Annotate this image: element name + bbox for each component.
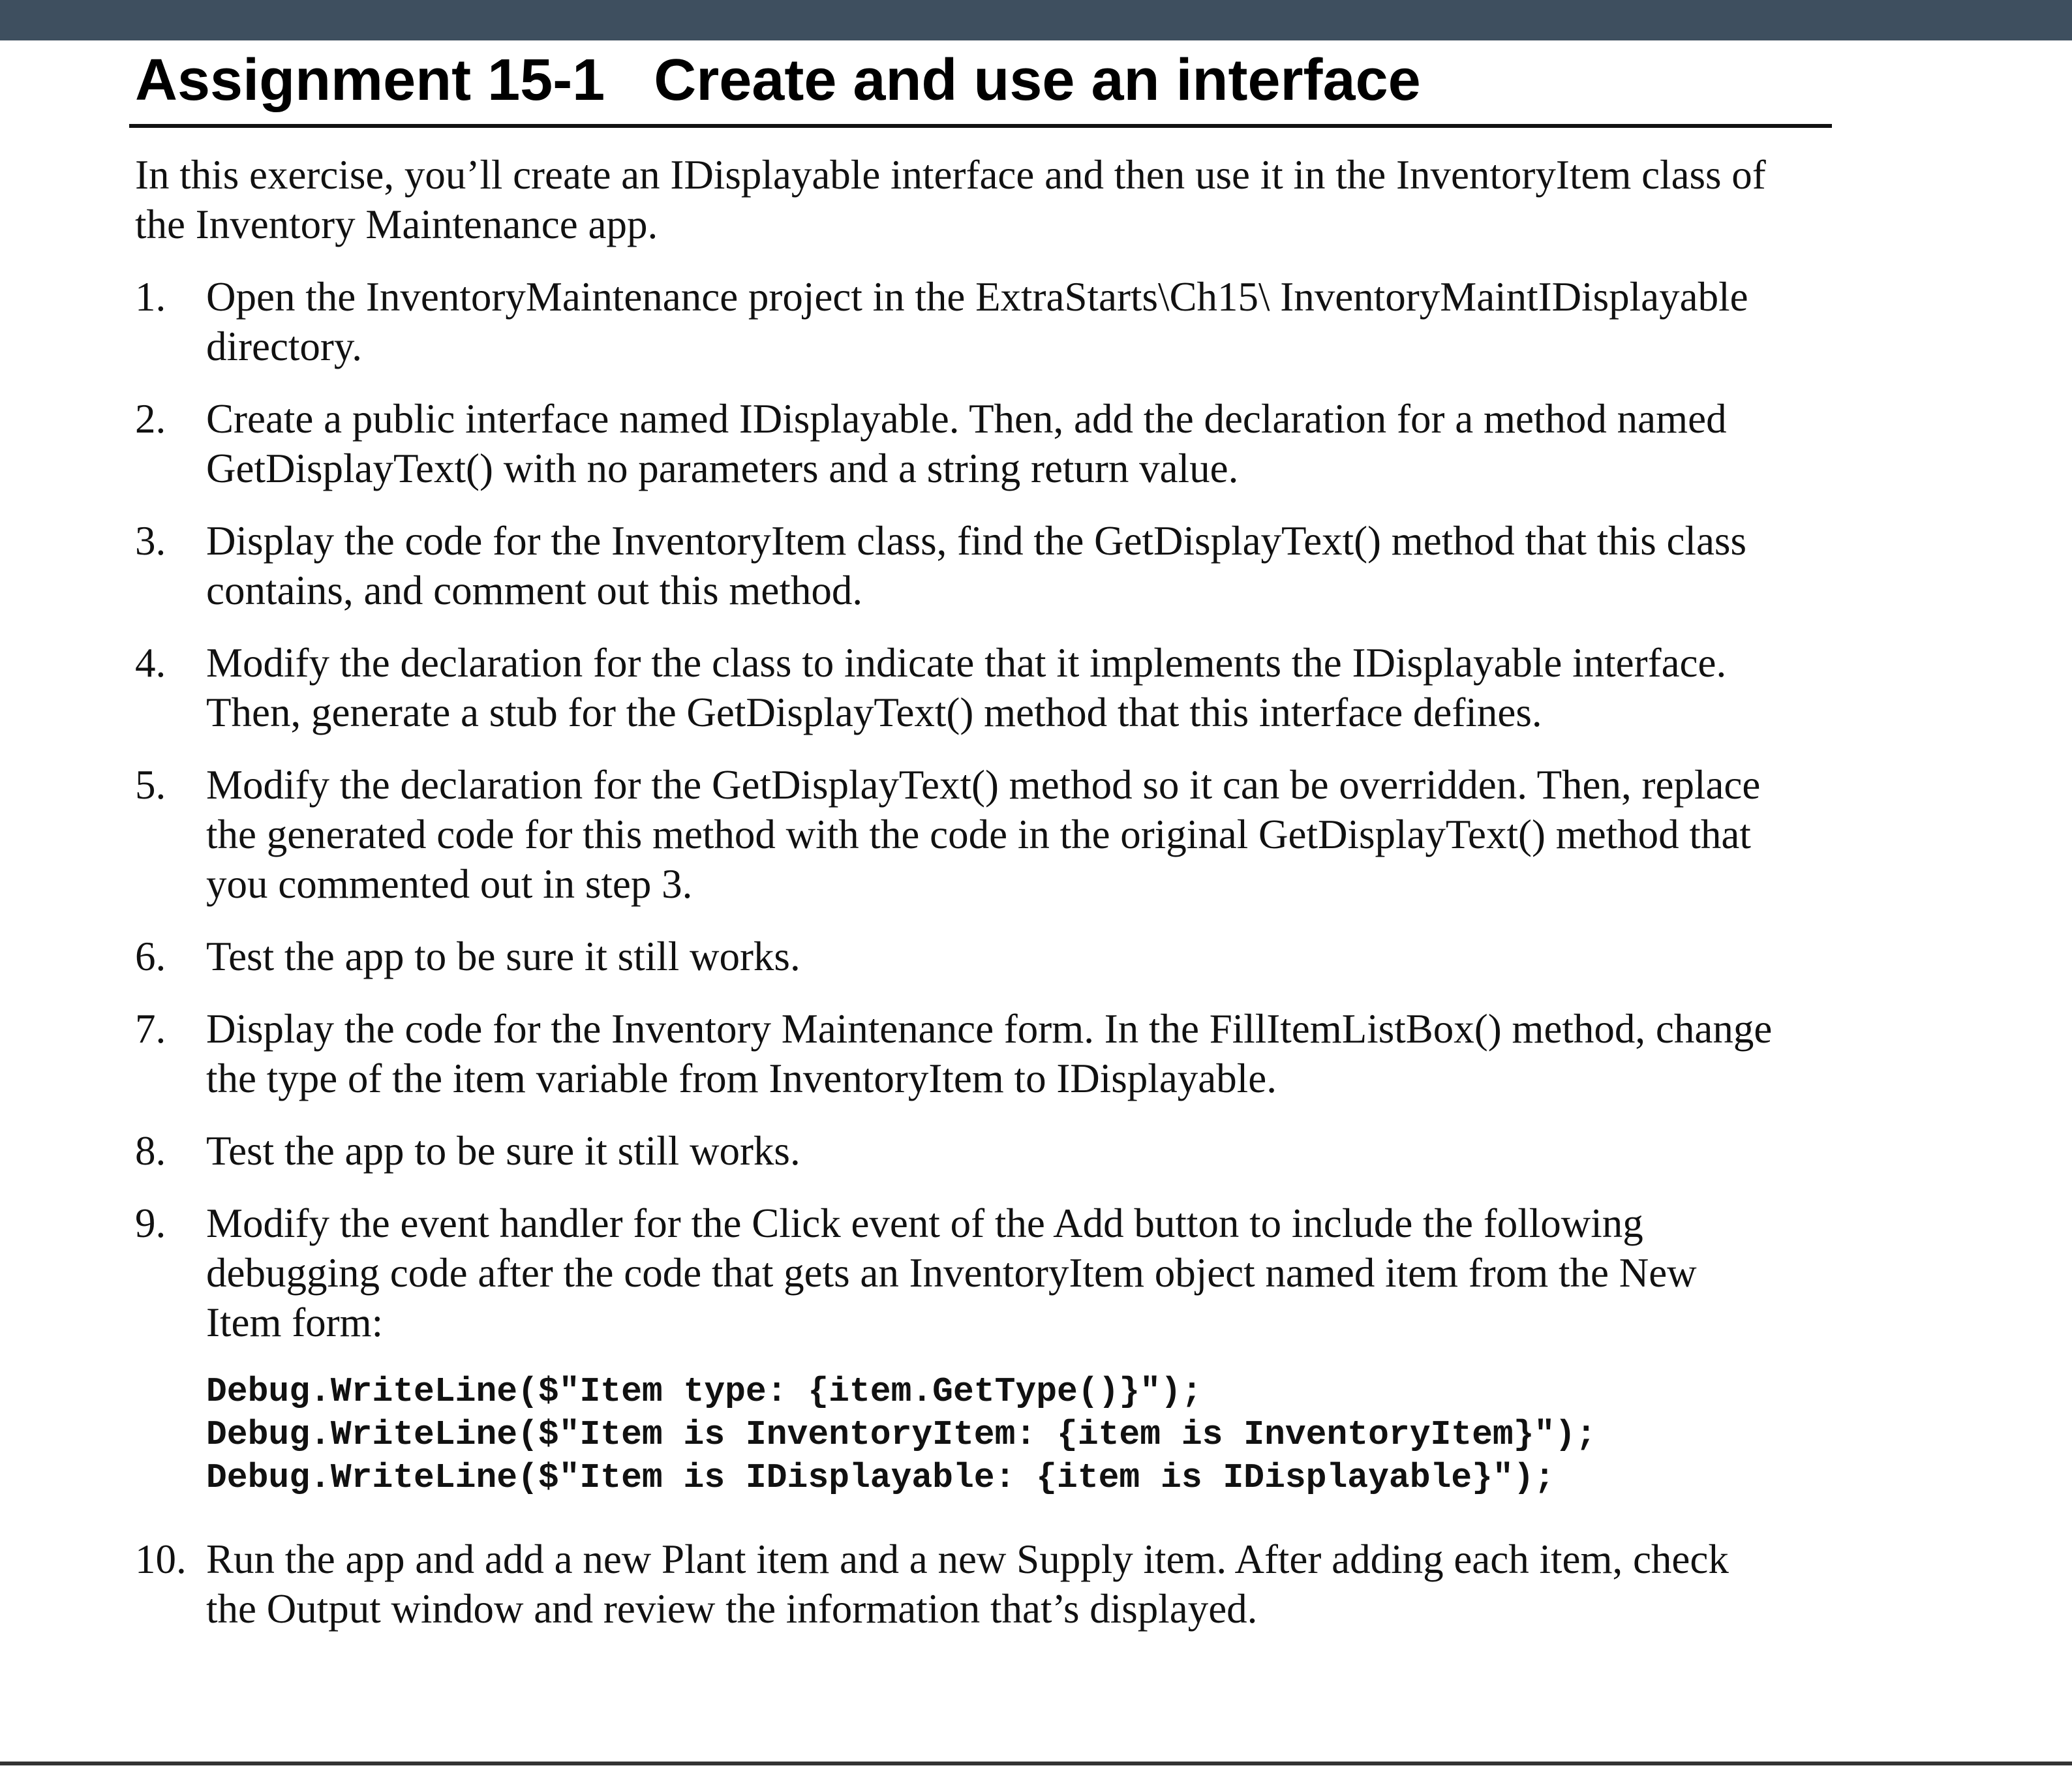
step-number: 9.	[135, 1200, 166, 1246]
step-item	[135, 272, 1779, 371]
step-text: Open the InventoryMaintenance project in the ExtraStarts\Ch15\ InventoryMaintIDisplayable directory.	[206, 274, 1748, 369]
document-body	[135, 150, 1779, 1656]
step-text: Modify the event handler for the Click event of the Add button to include the following debugging code after the code that gets an InventoryItem object named item from the New Item form:	[206, 1200, 1697, 1345]
top-bar	[0, 0, 2072, 40]
step-number: 7.	[135, 1006, 166, 1052]
step-item	[135, 932, 1779, 981]
bottom-border	[0, 1762, 2072, 1765]
step-item	[135, 516, 1779, 615]
step-number: 6.	[135, 934, 166, 979]
step-text: Test the app to be sure it still works.	[206, 934, 800, 979]
title-rule	[129, 124, 1832, 128]
code-line: Debug.WriteLine($"Item type: {item.GetType()}");	[206, 1372, 1202, 1411]
step-item	[135, 394, 1779, 493]
step-text: Test the app to be sure it still works.	[206, 1128, 800, 1174]
step-text: Run the app and add a new Plant item and a new Supply item. After adding each item, check the Output window and review the information that’s displayed.	[206, 1536, 1729, 1632]
step-text: Create a public interface named IDisplayable. Then, add the declaration for a method named GetDisplayText() with no parameters and a string return value.	[206, 396, 1727, 491]
step-text: Display the code for the Inventory Maintenance form. In the FillItemListBox() method, change the type of the item variable from InventoryItem to IDisplayable.	[206, 1006, 1773, 1101]
step-number: 10.	[135, 1536, 187, 1582]
step-item	[135, 1126, 1779, 1176]
code-line: Debug.WriteLine($"Item is InventoryItem: {item is InventoryItem}");	[206, 1415, 1596, 1454]
step-item	[135, 638, 1779, 737]
step-number: 4.	[135, 640, 166, 686]
step-text: Modify the declaration for the GetDisplayText() method so it can be overridden. Then, replace the generated code for this method with the code in the original GetDisplayText() method that you commented out in step 3.	[206, 762, 1761, 907]
step-number: 8.	[135, 1128, 166, 1174]
step-text: Modify the declaration for the class to indicate that it implements the IDisplayable interface. Then, generate a stub for the GetDisplayText() method that this interface defines.	[206, 640, 1727, 735]
step-text: Display the code for the InventoryItem class, find the GetDisplayText() method that this class contains, and comment out this method.	[206, 518, 1746, 613]
page-title: Assignment 15-1 Create and use an interface	[135, 48, 1421, 113]
step-item	[135, 1534, 1779, 1634]
step-item	[135, 1004, 1779, 1103]
code-block	[206, 1370, 1779, 1499]
step-number: 2.	[135, 396, 166, 442]
step-number: 3.	[135, 518, 166, 564]
step-number: 5.	[135, 762, 166, 808]
step-item	[135, 760, 1779, 909]
step-item	[135, 1198, 1779, 1534]
step-number: 1.	[135, 274, 166, 320]
code-line: Debug.WriteLine($"Item is IDisplayable: {item is IDisplayable}");	[206, 1458, 1555, 1497]
intro-paragraph: In this exercise, you’ll create an IDisplayable interface and then use it in the InventoryItem class of the Inventory Maintenance app.	[135, 152, 1766, 247]
